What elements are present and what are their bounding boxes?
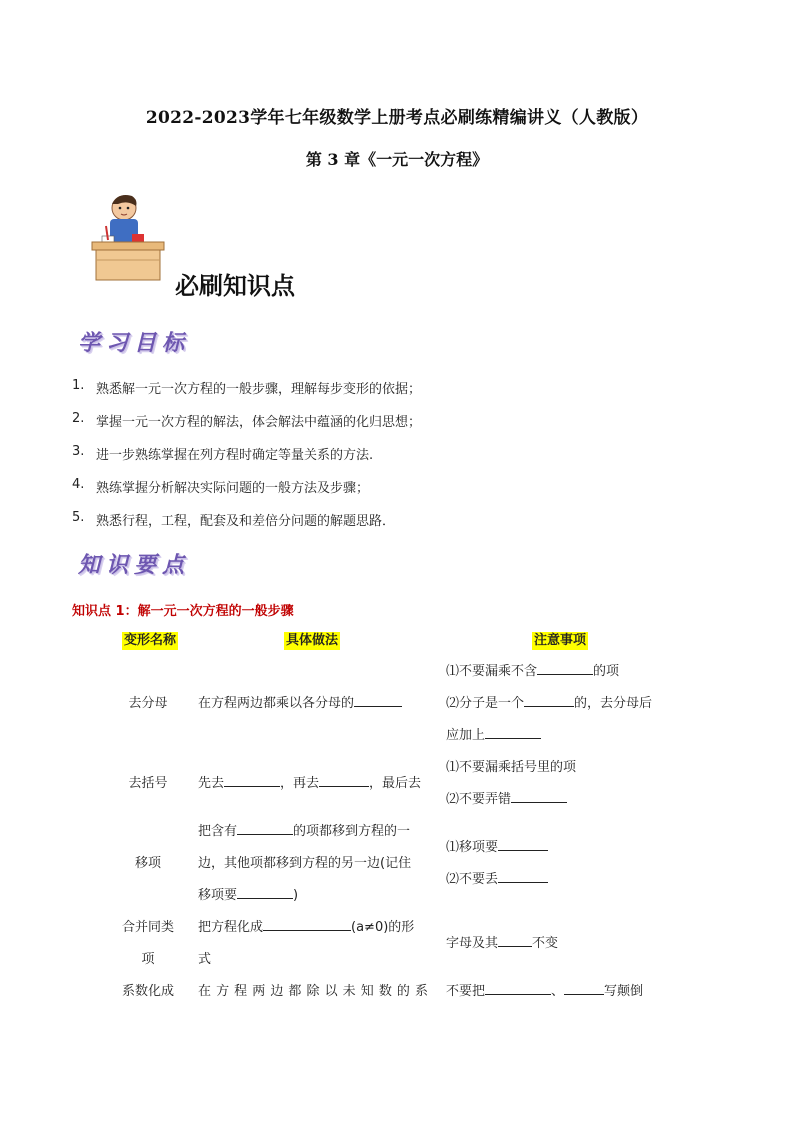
method-text: 的项都移到方程的一 [293, 824, 411, 839]
row-method-coefficient: 在方程两边都除以未知数的系 [198, 984, 428, 999]
note-text: 字母及其 [446, 936, 499, 951]
answer-blank [224, 772, 280, 787]
note-text: 应加上 [446, 728, 486, 743]
row-name-combine-line1: 合并同类 [121, 920, 174, 935]
goal-text: 熟悉解一元一次方程的一般步骤，理解每步变形的依据； [96, 382, 422, 397]
list-item [72, 378, 421, 411]
learning-goals-list [72, 378, 421, 543]
row-name-denominator: 去分母 [128, 696, 168, 711]
row-note-combine [446, 928, 696, 960]
answer-blank [511, 788, 567, 803]
method-text: 把含有 [198, 824, 238, 839]
answer-blank [498, 868, 548, 883]
answer-blank [354, 692, 402, 707]
list-item [72, 411, 421, 444]
note-text: ⑵不要丢 [446, 872, 499, 887]
row-name-transpose: 移项 [134, 856, 161, 871]
note-text: 、 [551, 984, 565, 999]
answer-blank [498, 932, 532, 947]
row-note1-denominator [446, 656, 696, 688]
note-text: 写颠倒 [604, 984, 644, 999]
method-text: 先去 [198, 776, 225, 791]
method-text: ) [293, 888, 299, 903]
row-method-parentheses [198, 768, 428, 800]
table-header-name: 变形名称 [124, 633, 177, 648]
answer-blank [485, 724, 541, 739]
student-at-desk-illustration [88, 192, 168, 284]
method-text: 把方程化成 [198, 920, 264, 935]
goal-number: 5. [72, 510, 85, 525]
row-note3-denominator [446, 720, 696, 752]
answer-blank [485, 980, 551, 995]
method-text: ，最后去 [369, 776, 422, 791]
answer-blank [564, 980, 604, 995]
answer-blank [537, 660, 593, 675]
goal-text: 进一步熟练掌握在列方程时确定等量关系的方法. [96, 448, 374, 463]
row-method-combine-line1 [198, 912, 428, 944]
row-note1-transpose [446, 832, 696, 864]
row-name-parentheses: 去括号 [128, 776, 168, 791]
row-name-coefficient: 系数化成 [121, 984, 174, 999]
note-text: 不变 [532, 936, 559, 951]
document-title: 2022-2023学年七年级数学上册考点必刷练精编讲义（人教版） [145, 108, 649, 128]
answer-blank [498, 836, 548, 851]
table-header-method: 具体做法 [286, 633, 339, 648]
note-text: ⑵不要弄错 [446, 792, 512, 807]
row-note2-transpose [446, 864, 696, 896]
key-points-label: 知识要点 [78, 553, 191, 578]
note-text: ⑵分子是一个 [446, 696, 525, 711]
learning-goals-label: 学习目标 [78, 331, 191, 356]
row-note-coefficient [446, 976, 696, 1008]
goal-number: 1. [72, 378, 85, 393]
row-note1-parentheses: ⑴不要漏乘括号里的项 [446, 760, 577, 775]
row-method-transpose-line1 [198, 816, 428, 848]
row-note2-parentheses [446, 784, 696, 816]
row-name-combine-line2: 项 [141, 952, 155, 967]
note-text: ⑴移项要 [446, 840, 499, 855]
knowledge-point-1-title: 知识点 1：解一元一次方程的一般步骤 [72, 604, 294, 619]
answer-blank [237, 820, 293, 835]
goal-text: 掌握一元一次方程的解法，体会解法中蕴涵的化归思想； [96, 415, 422, 430]
row-method-combine-line2: 式 [198, 952, 212, 967]
goal-number: 4. [72, 477, 85, 492]
note-text: 的项 [593, 664, 620, 679]
row-note2-denominator [446, 688, 696, 720]
chapter-subtitle: 第 3 章《一元一次方程》 [305, 150, 489, 169]
list-item [72, 477, 421, 510]
must-know-heading: 必刷知识点 [175, 272, 295, 300]
method-text: 在方程两边都乘以各分母的 [198, 696, 355, 711]
list-item [72, 444, 421, 477]
note-text: 不要把 [446, 984, 486, 999]
method-text: ，再去 [280, 776, 320, 791]
note-text: 的，去分母后 [574, 696, 653, 711]
goal-number: 3. [72, 444, 85, 459]
answer-blank [263, 916, 351, 931]
answer-blank [524, 692, 574, 707]
note-text: ⑴不要漏乘不含 [446, 664, 538, 679]
method-text: 移项要 [198, 888, 238, 903]
method-text: (a≠0)的形 [351, 920, 415, 935]
table-header-notes: 注意事项 [534, 633, 587, 648]
answer-blank [319, 772, 369, 787]
row-method-transpose-line3 [198, 880, 428, 912]
row-method-transpose-line2: 边，其他项都移到方程的另一边(记住 [198, 856, 412, 871]
goal-text: 熟练掌握分析解决实际问题的一般方法及步骤； [96, 481, 370, 496]
row-method-denominator [198, 688, 428, 720]
goal-number: 2. [72, 411, 85, 426]
answer-blank [237, 884, 293, 899]
list-item [72, 510, 421, 543]
goal-text: 熟悉行程，工程，配套及和差倍分问题的解题思路． [96, 514, 396, 529]
